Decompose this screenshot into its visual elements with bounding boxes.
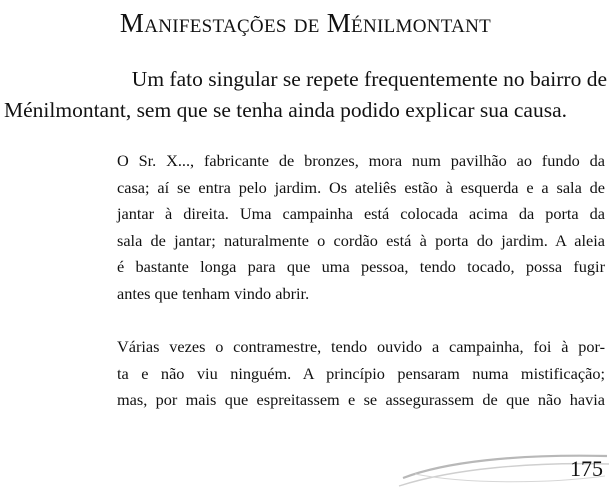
text-line: antes que tenham vindo abrir. xyxy=(117,283,310,303)
text-line: ta e não viu ninguém. A princípio pensaram numa mistificação; xyxy=(117,363,605,383)
intro-paragraph xyxy=(4,64,607,126)
text-line: sala de jantar; naturalmente o cordão está à porta do jardim. A aleia xyxy=(117,230,605,250)
text-line: mas, por mais que espreitassem e se assegurassem de que não havia xyxy=(117,390,605,409)
intro-line: Um fato singular se repete frequentemente no bairro de xyxy=(131,67,607,91)
text-line: O Sr. X..., fabricante de bronzes, mora num pavilhão ao fundo da xyxy=(117,151,605,170)
page-number: 175 xyxy=(570,456,603,481)
body-paragraph-1 xyxy=(117,148,605,307)
chapter-title: Manifestações de Ménilmontant xyxy=(119,8,492,38)
text-line: casa; aí se entra pelo jardim. Os ateliês estão à esquerda e a sala de xyxy=(117,177,605,197)
text-line: é bastante longa para que uma pessoa, tendo tocado, possa fugir xyxy=(117,257,605,276)
text-line: Várias vezes o contramestre, tendo ouvido a campainha, foi à por- xyxy=(117,337,605,356)
body-paragraph-2 xyxy=(117,334,605,414)
text-line: jantar à direita. Uma campainha está colocada acima da porta da xyxy=(117,204,605,223)
intro-line: Ménilmontant, sem que se tenha ainda podido explicar sua causa. xyxy=(4,98,568,122)
